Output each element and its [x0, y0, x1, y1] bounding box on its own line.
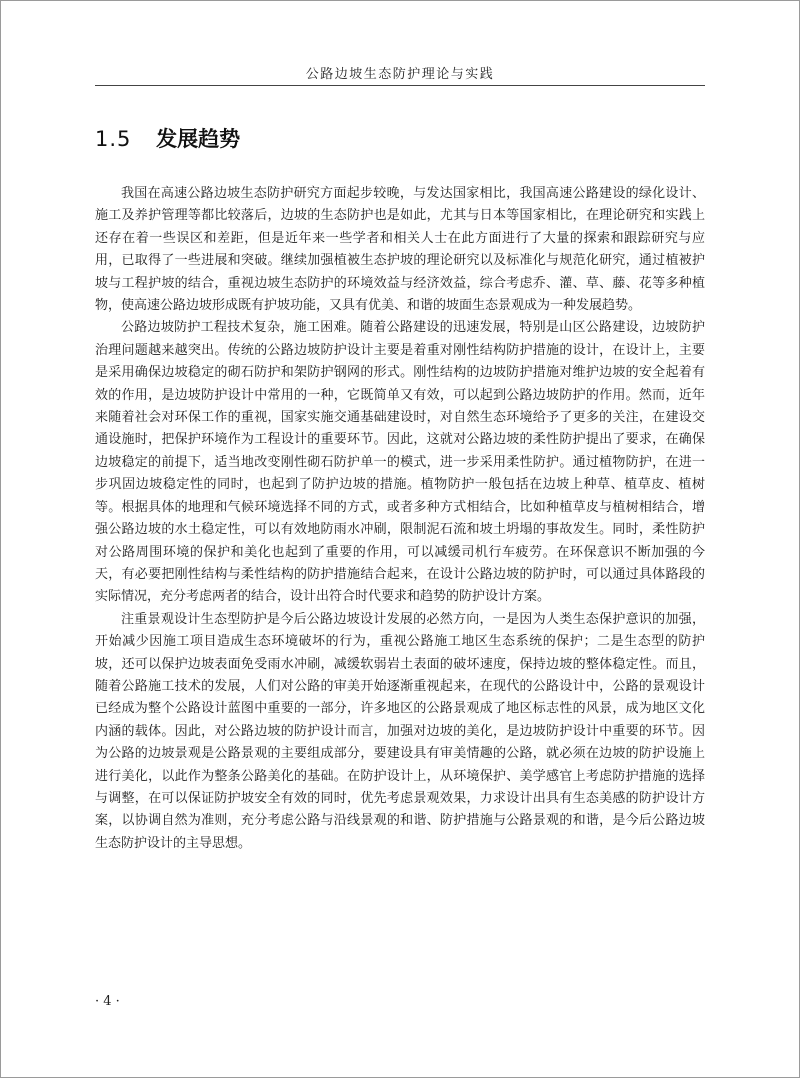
page-number: · 4 ·: [95, 994, 120, 1009]
section-heading: [95, 123, 240, 153]
body-text: [95, 183, 705, 855]
section-title: 发展趋势: [156, 127, 241, 151]
paragraph: 公路边坡防护工程技术复杂，施工困难。随着公路建设的迅速发展，特别是山区公路建设，边坡防护治理问题越来越突出。传统的公路边坡防护设计主要是着重对刚性结构防护措施的设计，在设计上，主要是采用确保边坡稳定的砌石防护和架防护钢网的形式。刚性结构的边坡防护措施对维护边坡的安全起着有效的作用，是边坡防护设计中常用的一种，它既简单又有效，可以起到公路边坡防护的作用。然而，近年来随着社会对环保工作的重视，国家实施交通基础建设时，对自然生态环境给予了更多的关注，在建设交通设施时，把保护环境作为工程设计的重要环节。因此，这就对公路边坡的柔性防护提出了要求，在确保边坡稳定的前提下，适当地改变刚性砌石防护单一的模式，进一步采用柔性防护。通过植物防护，在进一步巩固边坡稳定性的同时，也起到了防护边坡的措施。植物防护一般包括在边坡上种草、植草皮、植树等。根据具体的地理和气候环境选择不同的方式，或者多种方式相结合，比如种植草皮与植树相结合，增强公路边坡的水土稳定性，可以有效地防雨水冲刷，限制泥石流和坡土坍塌的事故发生。同时，柔性防护对公路周围环境的保护和美化也起到了重要的作用，可以减缓司机行车疲劳。在环保意识不断加强的今天，有必要把刚性结构与柔性结构的防护措施结合起来，在设计公路边坡的防护时，可以通过具体路段的实际情况，充分考虑两者的结合，设计出符合时代要求和趋势的防护设计方案。: [95, 320, 705, 605]
paragraph: 注重景观设计生态型防护是今后公路边坡设计发展的必然方向，一是因为人类生态保护意识的加强，开始减少因施工项目造成生态环境破坏的行为，重视公路施工地区生态系统的保护；二是生态型的防护坡，还可以保护边坡表面免受雨水冲刷，减缓软弱岩土表面的破坏速度，保持边坡的整体稳定性。而且，随着公路施工技术的发展，人们对公路的审美开始逐渐重视起来，在现代的公路设计中，公路的景观设计已经成为整个公路设计蓝图中重要的一部分，许多地区的公路景观成了地区标志性的风景，成为地区文化内涵的载体。因此，对公路边坡的防护设计而言，加强对边坡的美化，是边坡防护设计中重要的环节。因为公路的边坡景观是公路景观的主要组成部分，要建设具有审美情趣的公路，就必须在边坡的防护设施上进行美化，以此作为整条公路美化的基础。在防护设计上，从环境保护、美学感官上考虑防护措施的选择与调整，在可以保证防护坡安全有效的同时，优先考虑景观效果，力求设计出具有生态美感的防护设计方案，以协调自然为准则，充分考虑公路与沿线景观的和谐、防护措施与公路景观的和谐，是今后公路边坡生态防护设计的主导思想。: [95, 611, 705, 851]
running-header: 公路边坡生态防护理论与实践: [305, 67, 495, 82]
paragraph: 我国在高速公路边坡生态防护研究方面起步较晚，与发达国家相比，我国高速公路建设的绿化设计、施工及养护管理等都比较落后，边坡的生态防护也是如此，尤其与日本等国家相比，在理论研究和实践上还存在着一些误区和差距，但是近年来一些学者和相关人士在此方面进行了大量的探索和跟踪研究与应用，已取得了一些进展和突破。继续加强植被生态护坡的理论研究以及标准化与规范化研究，通过植被护坡与工程护坡的结合，重视边坡生态防护的环境效益与经济效益，综合考虑乔、灌、草、藤、花等多种植物，使高速公路边坡形成既有护坡功能，又具有优美、和谐的坡面生态景观成为一种发展趋势。: [95, 186, 705, 314]
section-number: 1.5: [95, 127, 132, 151]
header-divider: [95, 85, 705, 86]
